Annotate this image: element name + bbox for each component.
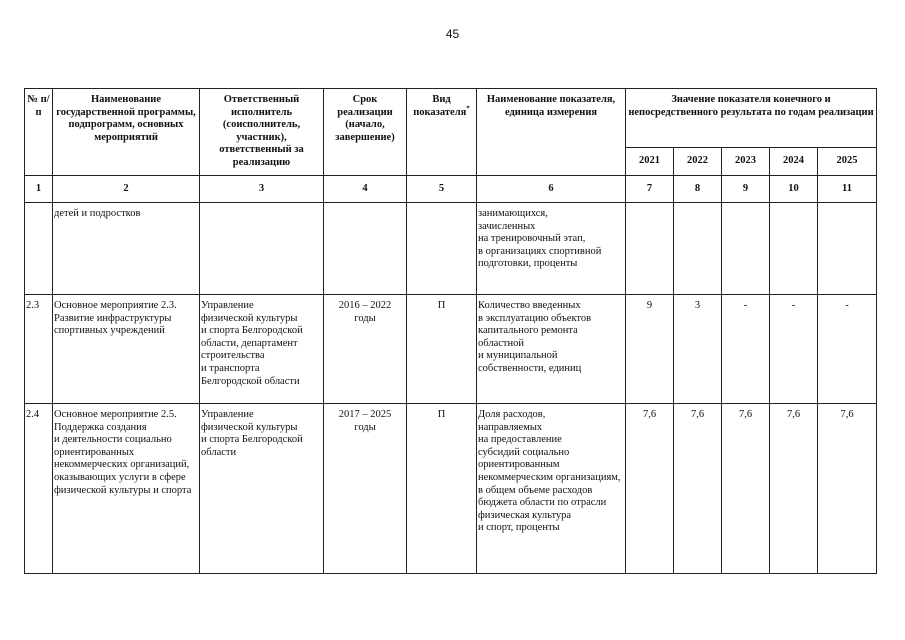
column-number: 2 <box>53 176 200 203</box>
indicator-kind: П <box>407 295 477 404</box>
indicator-value: 7,6 <box>818 404 877 574</box>
header-year-2023: 2023 <box>722 148 770 176</box>
measure-name: детей и подростков <box>53 203 200 295</box>
column-number: 6 <box>477 176 626 203</box>
indicator-value <box>626 203 674 295</box>
header-indicator: Наименование показателя, единица измерения <box>477 89 626 176</box>
header-kind <box>407 89 477 176</box>
indicator-name: Доля расходов, направляемых на предоставление субсидий социально ориентированным некоммерческим организациям, в общем объеме расходов бюджета области по отрасли физическая культура и спорт, проценты <box>477 404 626 574</box>
row-number: 2.3 <box>25 295 53 404</box>
header-kind-label: Вид показателя <box>413 94 467 118</box>
indicator-value: - <box>818 295 877 404</box>
indicator-value <box>674 203 722 295</box>
header-values-group: Значение показателя конечного и непосредственного результата по годам реализации <box>626 89 877 148</box>
indicator-name: Количество введенных в эксплуатацию объектов капитального ремонта областной и муниципальной собственности, единиц <box>477 295 626 404</box>
indicator-value: 7,6 <box>722 404 770 574</box>
header-year-2022: 2022 <box>674 148 722 176</box>
indicator-kind: П <box>407 404 477 574</box>
table-body <box>25 176 877 574</box>
header-year-2021: 2021 <box>626 148 674 176</box>
page-number: 45 <box>445 27 460 41</box>
term: 2016 – 2022 годы <box>324 295 407 404</box>
executor: Управление физической культуры и спорта Белгородской области, департамент строительства и транспорта Белгородской области <box>200 295 324 404</box>
indicator-value: 9 <box>626 295 674 404</box>
measure-name: Основное мероприятие 2.3. Развитие инфраструктуры спортивных учреждений <box>53 295 200 404</box>
column-number: 8 <box>674 176 722 203</box>
term <box>324 203 407 295</box>
column-number: 10 <box>770 176 818 203</box>
indicator-value: 3 <box>674 295 722 404</box>
column-number: 4 <box>324 176 407 203</box>
indicator-value <box>818 203 877 295</box>
indicator-value: 7,6 <box>770 404 818 574</box>
indicator-value: - <box>722 295 770 404</box>
table-row <box>25 203 877 295</box>
header-term: Срок реализации (начало, завершение) <box>324 89 407 176</box>
indicators-table-wrapper <box>24 88 877 574</box>
indicators-table <box>24 88 877 574</box>
column-number: 11 <box>818 176 877 203</box>
header-num: № п/п <box>25 89 53 176</box>
column-number: 3 <box>200 176 324 203</box>
column-numbers-row <box>25 176 877 203</box>
indicator-value: 7,6 <box>626 404 674 574</box>
header-year-2025: 2025 <box>818 148 877 176</box>
header-executor: Ответственный исполнитель (соисполнитель, участник), ответственный за реализацию <box>200 89 324 176</box>
indicator-kind <box>407 203 477 295</box>
term: 2017 – 2025 годы <box>324 404 407 574</box>
table-row <box>25 404 877 574</box>
indicator-value: - <box>770 295 818 404</box>
executor <box>200 203 324 295</box>
measure-name: Основное мероприятие 2.5. Поддержка создания и деятельности социально ориентированных некоммерческих организаций, оказывающих услуги в сфере физической культуры и спорта <box>53 404 200 574</box>
row-number: 2.4 <box>25 404 53 574</box>
indicator-value: 7,6 <box>674 404 722 574</box>
row-number <box>25 203 53 295</box>
indicator-value <box>770 203 818 295</box>
executor: Управление физической культуры и спорта Белгородской области <box>200 404 324 574</box>
indicator-value <box>722 203 770 295</box>
header-year-2024: 2024 <box>770 148 818 176</box>
column-number: 5 <box>407 176 477 203</box>
table-row <box>25 295 877 404</box>
column-number: 7 <box>626 176 674 203</box>
header-program-name: Наименование государственной программы, подпрограмм, основных мероприятий <box>53 89 200 176</box>
column-number: 9 <box>722 176 770 203</box>
indicator-name: занимающихся, зачисленных на тренировочный этап, в организациях спортивной подготовки, проценты <box>477 203 626 295</box>
header-kind-footnote-mark: * <box>466 104 470 113</box>
column-number: 1 <box>25 176 53 203</box>
